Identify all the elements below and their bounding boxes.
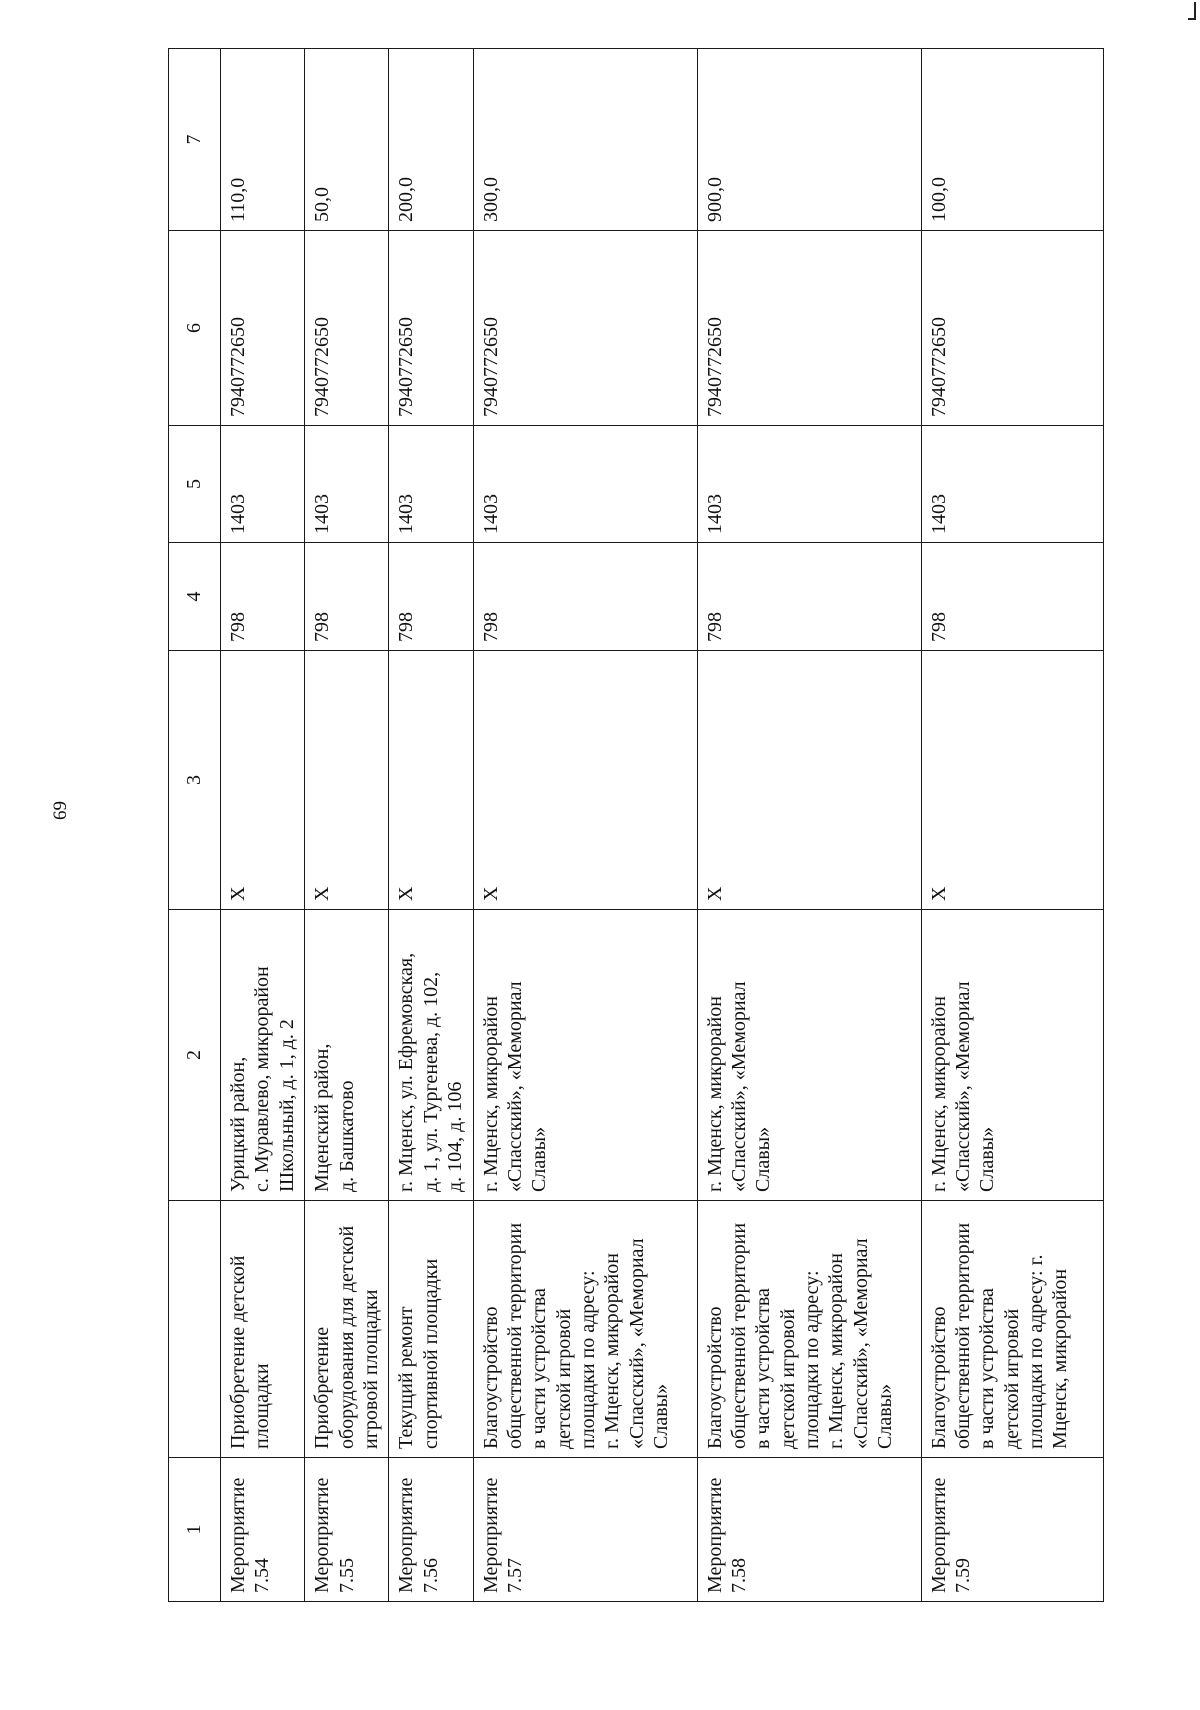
code-798-cell: 798: [473, 543, 697, 651]
rotated-table-container: [168, 49, 1090, 1602]
table-row: [473, 49, 697, 1602]
mark-cell: Х: [221, 651, 305, 910]
code-1403-cell: 1403: [389, 426, 473, 543]
header-cell-col-1b: [169, 1201, 221, 1458]
header-cell-col-1: 1: [169, 1458, 221, 1602]
header-cell-col-7: 7: [169, 49, 221, 231]
measure-description-cell: Благоустройство общественной территории в части устройства детской игровой площадки по адресу: г. Мценск, микрорайон «Спасский», «Мемориал Славы»: [473, 1201, 697, 1458]
measure-address-cell: Мценский район, д. Башкатово: [305, 910, 389, 1201]
measure-address-cell: г. Мценск, микрорайон «Спасский», «Мемориал Славы»: [697, 910, 921, 1201]
measure-description-cell: Текущий ремонт спортивной площадки: [389, 1201, 473, 1458]
measure-id-cell: Мероприятие 7.56: [389, 1458, 473, 1602]
measure-id-cell: Мероприятие 7.58: [697, 1458, 921, 1602]
measure-address-cell: г. Мценск, микрорайон «Спасский», «Мемориал Славы»: [473, 910, 697, 1201]
measure-description-cell: Приобретение оборудования для детской игровой площадки: [305, 1201, 389, 1458]
target-code-cell: 7940772650: [305, 231, 389, 426]
measure-id-cell: Мероприятие 7.59: [921, 1458, 1103, 1602]
measure-id-cell: Мероприятие 7.54: [221, 1458, 305, 1602]
amount-cell: 200,0: [389, 49, 473, 231]
measure-address-cell: г. Мценск, ул. Ефремовская, д. 1, ул. Тургенева, д. 102, д. 104, д. 106: [389, 910, 473, 1201]
measure-description-cell: Благоустройство общественной территории в части устройства детской игровой площадки по адресу: г. Мценск, микрорайон «Спасский», «Мемориал Славы»: [697, 1201, 921, 1458]
code-798-cell: 798: [221, 543, 305, 651]
table-row: [305, 49, 389, 1602]
measure-id-cell: Мероприятие 7.55: [305, 1458, 389, 1602]
header-row: [169, 49, 221, 1602]
mark-cell: Х: [305, 651, 389, 910]
header-cell-col-4: 4: [169, 543, 221, 651]
amount-cell: 300,0: [473, 49, 697, 231]
code-798-cell: 798: [305, 543, 389, 651]
measure-address-cell: г. Мценск, микрорайон «Спасский», «Мемориал Славы»: [921, 910, 1103, 1201]
scan-edge-mark: [1188, 2, 1196, 20]
table-row: [697, 49, 921, 1602]
code-1403-cell: 1403: [305, 426, 389, 543]
target-code-cell: 7940772650: [921, 231, 1103, 426]
header-cell-col-6: 6: [169, 231, 221, 426]
code-798-cell: 798: [389, 543, 473, 651]
table-row: [389, 49, 473, 1602]
code-1403-cell: 1403: [921, 426, 1103, 543]
measure-description-cell: Приобретение детской площадки: [221, 1201, 305, 1458]
measure-id-cell: Мероприятие 7.57: [473, 1458, 697, 1602]
measure-description-cell: Благоустройство общественной территории в части устройства детской игровой площадки по адресу: г. Мценск, микрорайон: [921, 1201, 1103, 1458]
header-cell-col-2: 2: [169, 910, 221, 1201]
table-row: [221, 49, 305, 1602]
amount-cell: 100,0: [921, 49, 1103, 231]
table-row: [921, 49, 1103, 1602]
page-number: 69: [50, 801, 71, 820]
measure-address-cell: Урицкий район, с. Муравлево, микрорайон Школьный, д. 1, д. 2: [221, 910, 305, 1201]
mark-cell: Х: [473, 651, 697, 910]
mark-cell: Х: [697, 651, 921, 910]
mark-cell: Х: [921, 651, 1103, 910]
target-code-cell: 7940772650: [221, 231, 305, 426]
mark-cell: Х: [389, 651, 473, 910]
header-cell-col-5: 5: [169, 426, 221, 543]
target-code-cell: 7940772650: [697, 231, 921, 426]
code-798-cell: 798: [697, 543, 921, 651]
code-1403-cell: 1403: [221, 426, 305, 543]
header-cell-col-3: 3: [169, 651, 221, 910]
amount-cell: 110,0: [221, 49, 305, 231]
target-code-cell: 7940772650: [389, 231, 473, 426]
amount-cell: 50,0: [305, 49, 389, 231]
amount-cell: 900,0: [697, 49, 921, 231]
measures-table: [168, 48, 1104, 1602]
target-code-cell: 7940772650: [473, 231, 697, 426]
code-1403-cell: 1403: [697, 426, 921, 543]
code-798-cell: 798: [921, 543, 1103, 651]
code-1403-cell: 1403: [473, 426, 697, 543]
